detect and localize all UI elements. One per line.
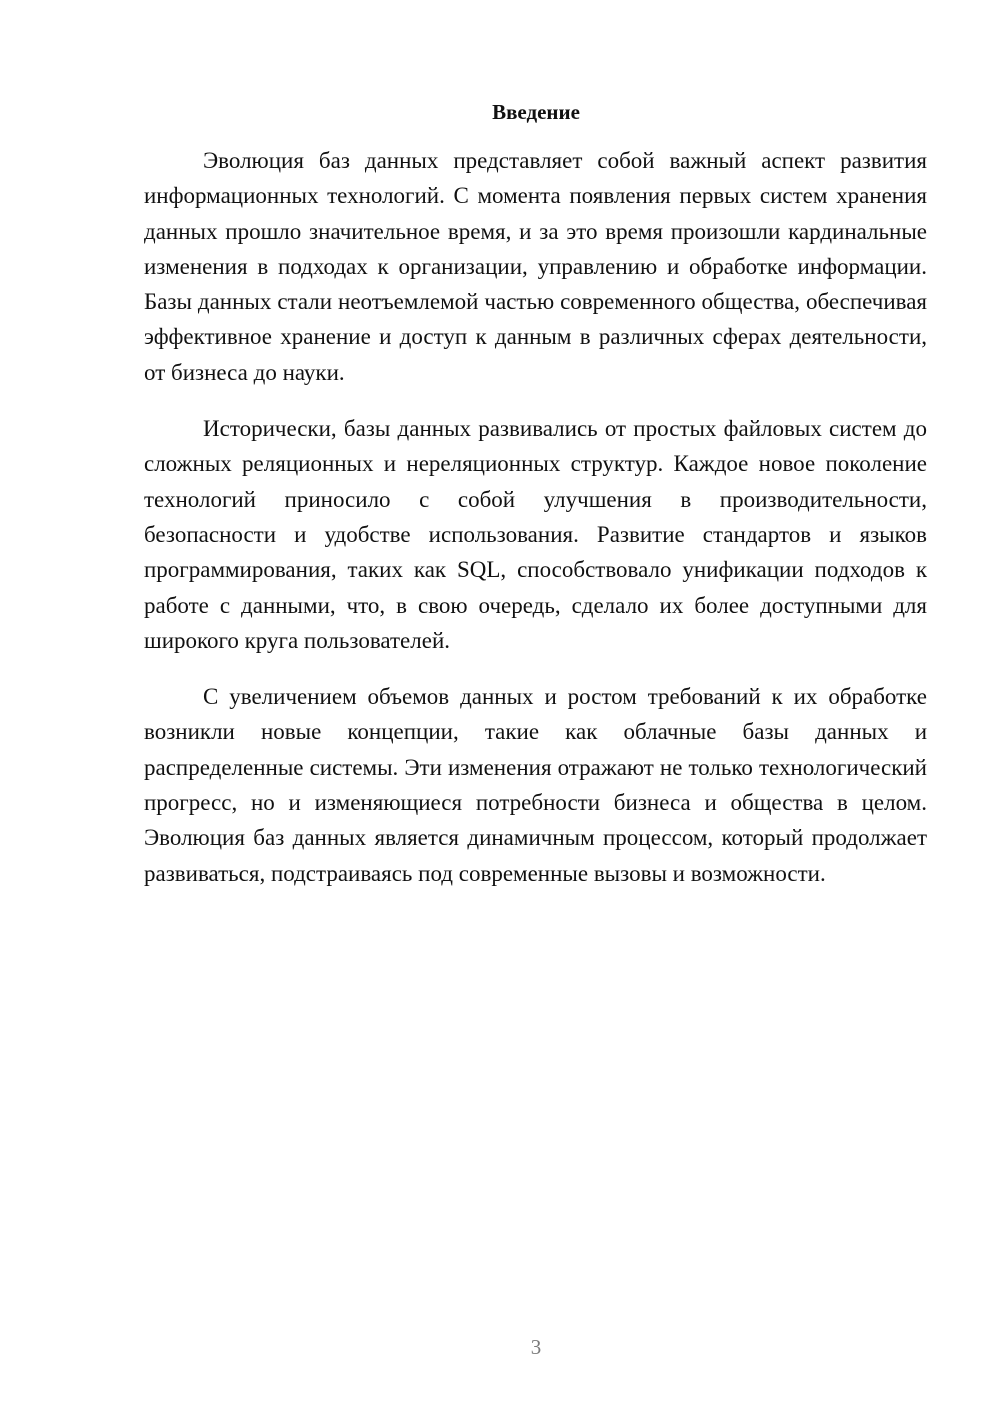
page-number: 3: [530, 1335, 542, 1359]
paragraph-1: Эволюция баз данных представляет собой важный аспект развития информационных технологий. С момента появления первых систем хранения данных прошло значительное время, и за это время произошли кардинальные изменения в подходах к организации, управлению и обработке информации. Базы данных стали неотъемлемой частью современного общества, обеспечивая эффективное хранение и доступ к данным в различных сферах деятельности, от бизнеса до науки.: [144, 148, 927, 385]
section-heading: Введение: [492, 100, 580, 124]
paragraph-2: Исторически, базы данных развивались от простых файловых систем до сложных реляционных и нереляционных структур. Каждое новое поколение технологий приносило с собой улучшения в производительности, безопасности и удобстве использования. Развитие стандартов и языков программирования, таких как SQL, способствовало унификации подходов к работе с данными, что, в свою очередь, сделало их более доступными для широкого круга пользователей.: [144, 416, 927, 653]
paragraph-3: С увеличением объемов данных и ростом требований к их обработке возникли новые концепции, такие как облачные базы данных и распределенные системы. Эти изменения отражают не только технологический прогресс, но и изменяющиеся потребности бизнеса и общества в целом. Эволюция баз данных является динамичным процессом, который продолжает развиваться, подстраиваясь под современные вызовы и возможности.: [144, 684, 927, 886]
body-text: [144, 143, 927, 912]
